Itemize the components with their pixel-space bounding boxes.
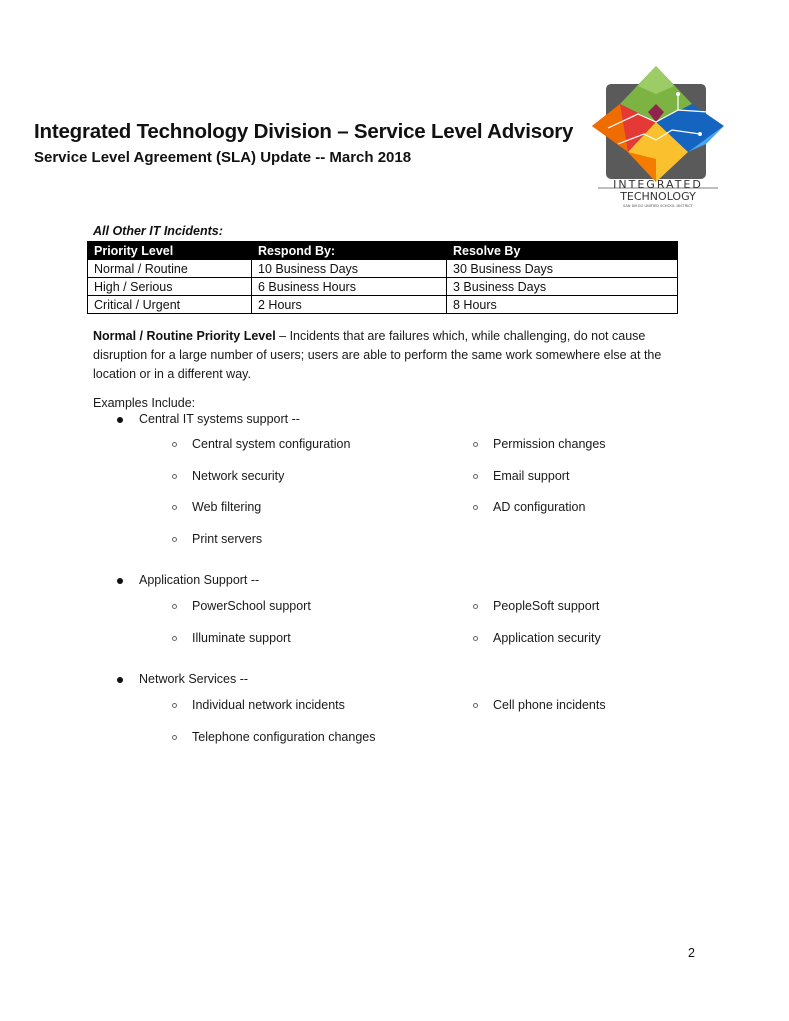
circle-bullet-icon: [172, 474, 177, 479]
list-item: Print servers: [192, 532, 263, 546]
header-respond-by: Respond By:: [252, 242, 447, 260]
circle-bullet-icon: [172, 442, 177, 447]
cell-respond: 10 Business Days: [252, 260, 447, 278]
cell-respond: 2 Hours: [252, 296, 447, 314]
svg-text:INTEGRATED: INTEGRATED: [613, 178, 703, 191]
list-item: Illuminate support: [192, 631, 291, 645]
table-row: [88, 260, 678, 278]
cell-priority: Normal / Routine: [88, 260, 252, 278]
page-number: 2: [688, 946, 695, 960]
list-item: Cell phone incidents: [493, 698, 606, 712]
table-caption: All Other IT Incidents:: [93, 224, 223, 238]
circle-bullet-icon: [172, 537, 177, 542]
table-row: [88, 278, 678, 296]
sla-table: [87, 241, 678, 314]
circle-bullet-icon: [473, 636, 478, 641]
list-item: Telephone configuration changes: [192, 730, 376, 744]
list-item: Individual network incidents: [192, 698, 345, 712]
list-item: Application security: [493, 631, 601, 645]
list-item: Email support: [493, 469, 570, 483]
circle-bullet-icon: [172, 505, 177, 510]
group-label: Application Support --: [139, 573, 260, 587]
table-header-row: [88, 242, 678, 260]
bullet-icon: [117, 417, 123, 423]
circle-bullet-icon: [473, 474, 478, 479]
bullet-icon: [117, 578, 123, 584]
cell-resolve: 30 Business Days: [447, 260, 678, 278]
svg-text:SAN DIEGO UNIFIED SCHOOL DISTR: SAN DIEGO UNIFIED SCHOOL DISTRICT: [622, 204, 694, 208]
bullet-icon: [117, 677, 123, 683]
logo-diamond-icon: [588, 64, 728, 212]
svg-text:TECHNOLOGY: TECHNOLOGY: [620, 190, 696, 203]
list-item: Permission changes: [493, 437, 606, 451]
group-label: Central IT systems support --: [139, 412, 300, 426]
circle-bullet-icon: [172, 703, 177, 708]
document-subtitle: Service Level Agreement (SLA) Update -- March 2018: [34, 149, 412, 166]
list-item: AD configuration: [493, 500, 586, 514]
priority-text: – Incidents that are failures which, while challenging, do not cause disruption for a large number of users; users are able to perform the same work somewhere else at the location or in a different way.: [93, 329, 662, 381]
priority-description: [93, 327, 693, 384]
circle-bullet-icon: [473, 703, 478, 708]
circle-bullet-icon: [473, 505, 478, 510]
cell-priority: Critical / Urgent: [88, 296, 252, 314]
priority-label: Normal / Routine Priority Level: [93, 329, 276, 343]
cell-priority: High / Serious: [88, 278, 252, 296]
circle-bullet-icon: [172, 636, 177, 641]
cell-resolve: 8 Hours: [447, 296, 678, 314]
table-row: [88, 296, 678, 314]
document-title: Integrated Technology Division – Service Level Advisory: [34, 120, 574, 143]
examples-heading: Examples Include:: [93, 396, 196, 410]
list-item: PowerSchool support: [192, 599, 311, 613]
list-item: Central system configuration: [192, 437, 351, 451]
list-item: Web filtering: [192, 500, 262, 514]
circle-bullet-icon: [172, 604, 177, 609]
cell-resolve: 3 Business Days: [447, 278, 678, 296]
cell-respond: 6 Business Hours: [252, 278, 447, 296]
circle-bullet-icon: [172, 735, 177, 740]
list-item: Network security: [192, 469, 285, 483]
list-item: PeopleSoft support: [493, 599, 600, 613]
header-priority-level: Priority Level: [88, 242, 252, 260]
circle-bullet-icon: [473, 442, 478, 447]
header-resolve-by: Resolve By: [447, 242, 678, 260]
integrated-technology-logo: [588, 64, 728, 212]
circle-bullet-icon: [473, 604, 478, 609]
group-label: Network Services --: [139, 672, 249, 686]
